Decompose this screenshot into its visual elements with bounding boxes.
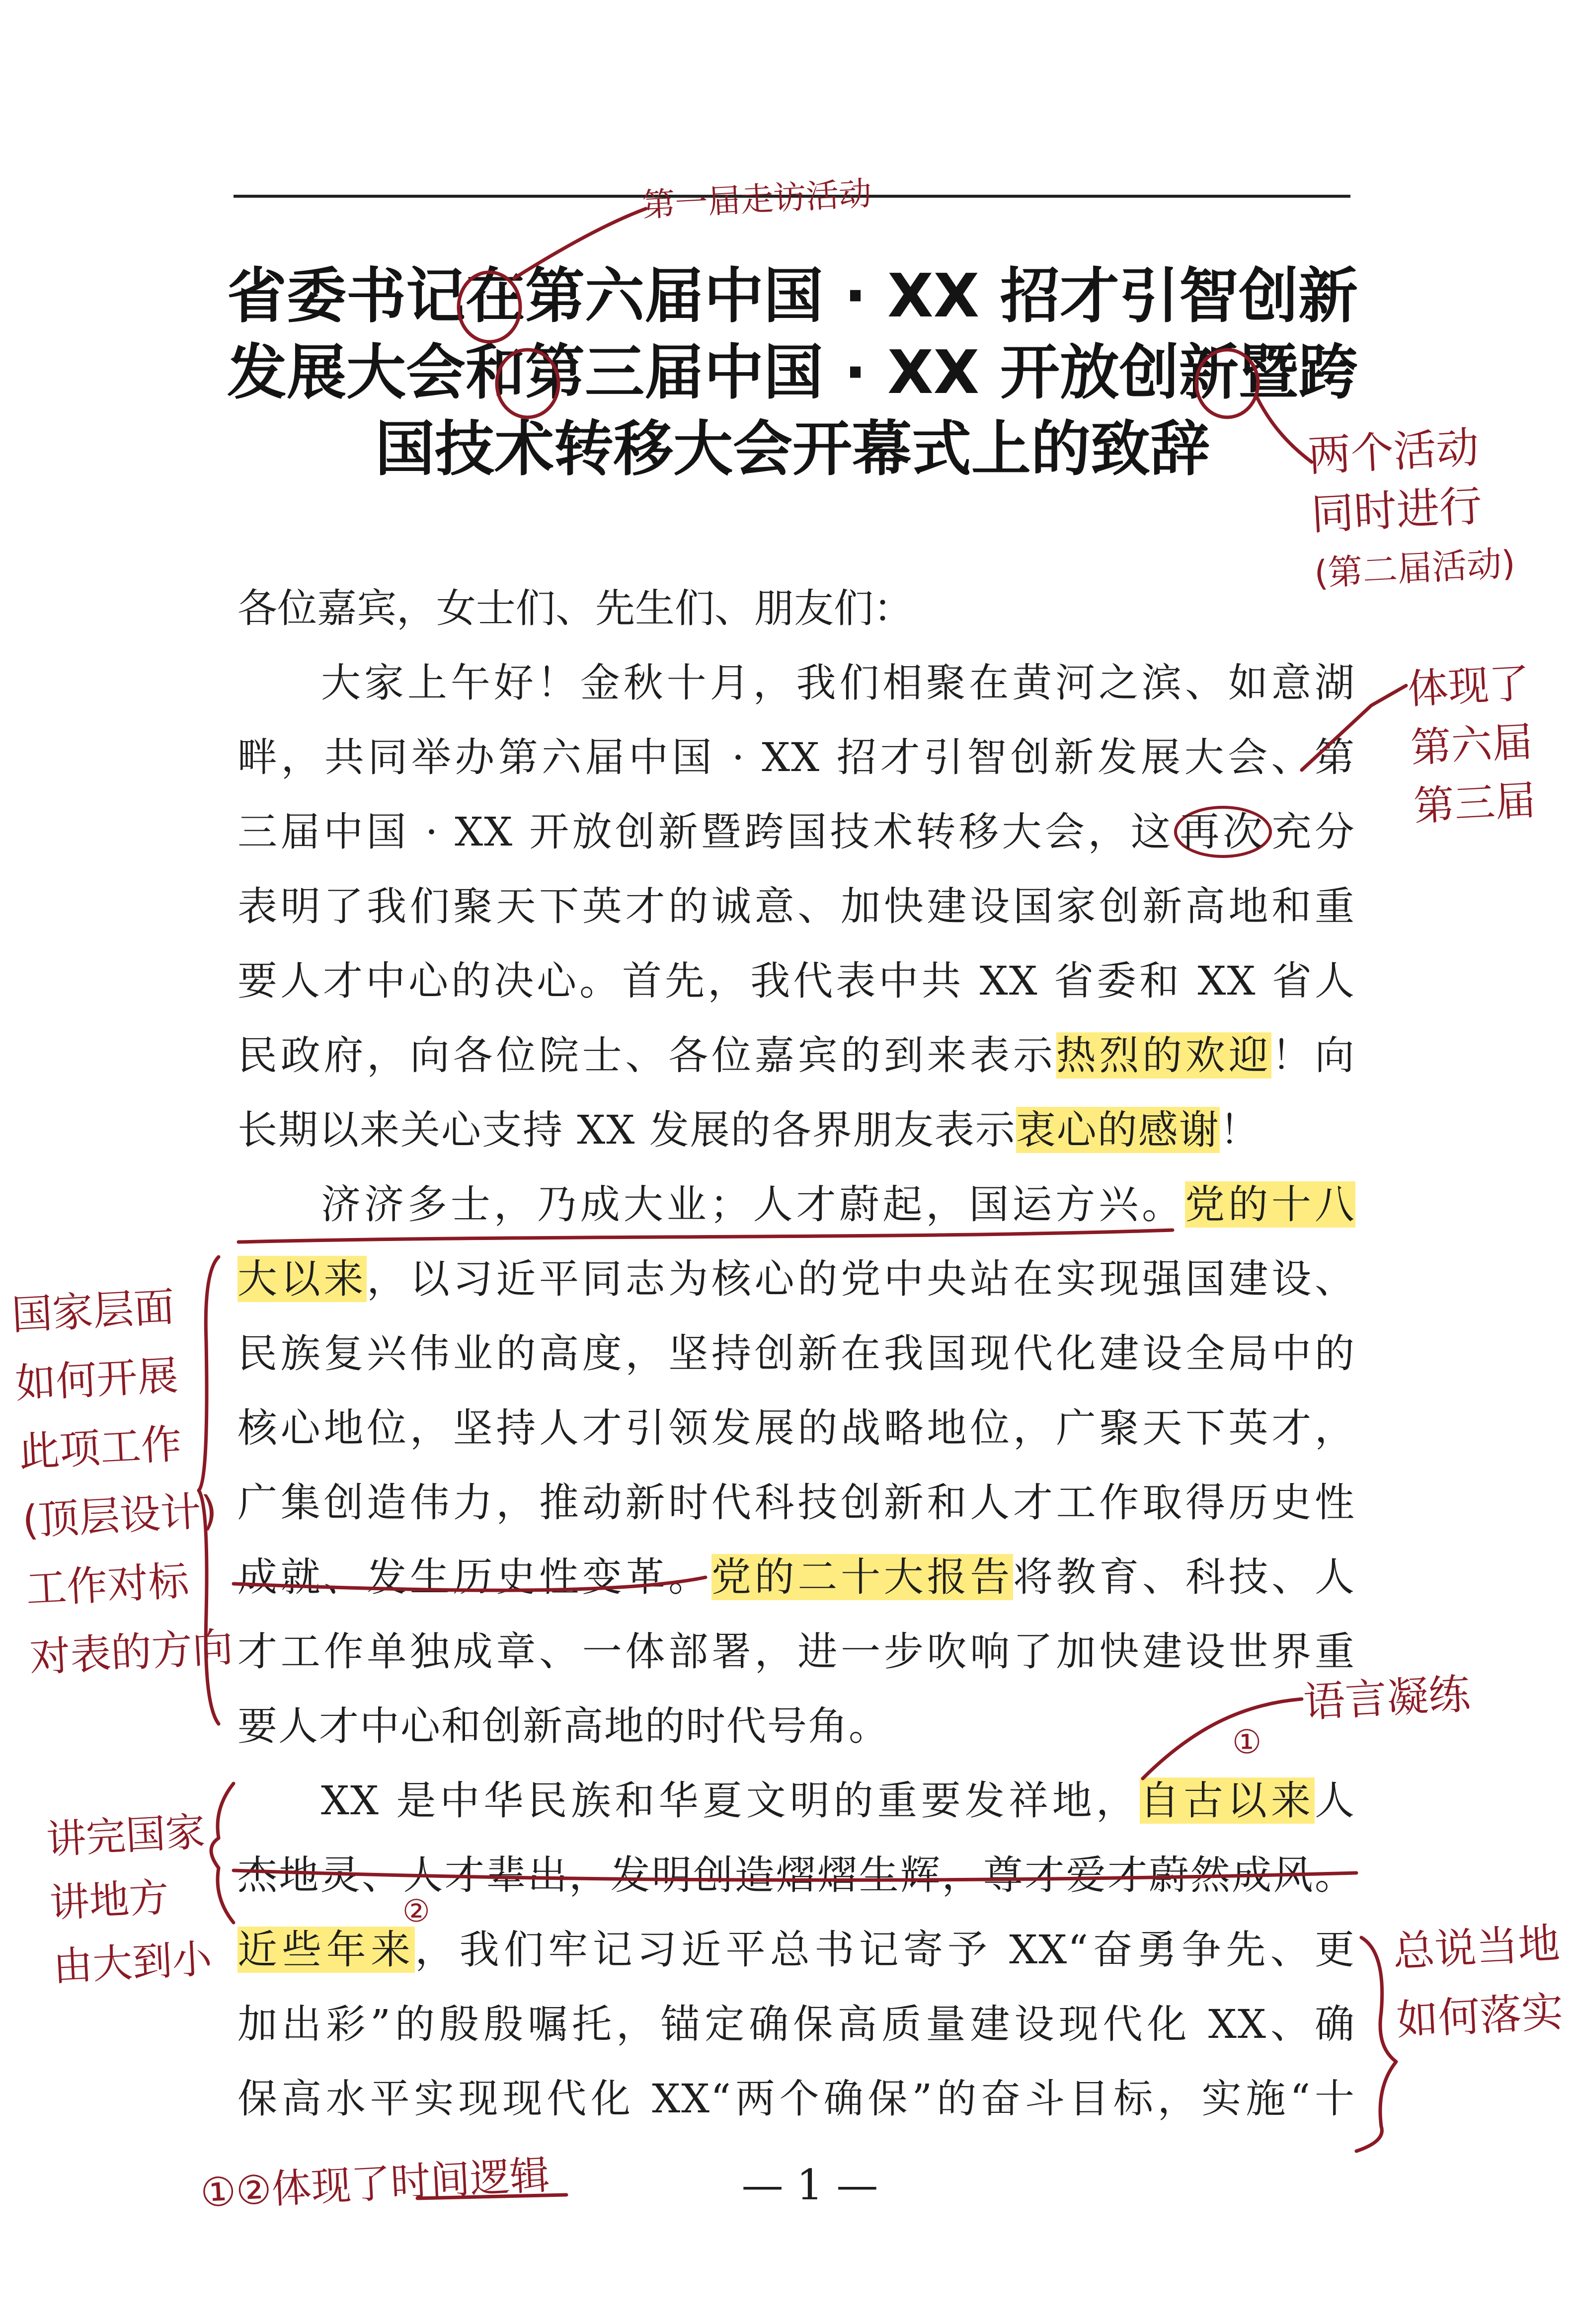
annotation-right-local-implementation: 总说当地 如何落实: [1392, 1919, 1565, 2045]
page-number: — 1 —: [741, 2161, 878, 2209]
text-line: 保高水平实现现代化 XX“两个确保”的奋斗目标，实施“十: [237, 2076, 1355, 2122]
text-line: 济济多士，乃成大业；人才蔚起，国运方兴。党的十八: [321, 1181, 1356, 1228]
highlighted-phrase: 大以来: [237, 1256, 367, 1302]
text-line: 大以来，以习近平同志为核心的党中央站在实现强国建设、: [237, 1256, 1356, 1302]
annotation-bottom-time-logic: ①②体现了时间逻辑: [199, 2152, 551, 2216]
title-line-3: 国技术转移大会开幕式上的致辞: [375, 415, 1210, 484]
highlighted-phrase: 近些年来: [237, 1927, 415, 1973]
annotation-right-sessions: 体现了 第六届 第三届: [1406, 660, 1537, 831]
text-line: 加出彩”的殷殷嘱托，锚定确保高质量建设现代化 XX、确: [237, 2001, 1355, 2047]
text-line: 民族复兴伟业的高度，坚持创新在我国现代化建设全局中的: [237, 1330, 1355, 1377]
right-brace-paragraph-3: [1356, 1937, 1396, 2151]
circled-marker-1: ①: [1232, 1723, 1262, 1761]
title-line-2: 发展大会和第三届中国 · XX 开放创新暨跨: [227, 338, 1358, 407]
text-line: 三届中国 · XX 开放创新暨跨国技术转移大会，这 再次 充分: [237, 795, 1355, 869]
text-line: 才工作单独成章、一体部署，进一步吹响了加快建设世界重: [237, 1628, 1355, 1675]
annotation-top: 第一届走访活动: [641, 174, 873, 225]
text-line: 杰地灵、人才辈出，发明创造熠熠生辉，尊才爱才蔚然成风。: [237, 1852, 1355, 1898]
circled-phrase: 再次: [1174, 806, 1272, 858]
highlighted-phrase: 热烈的欢迎: [1056, 1032, 1272, 1079]
text-line: 大家上午好！金秋十月，我们相聚在黄河之滨、如意湖: [321, 660, 1355, 706]
text-line: 核心地位，坚持人才引领发展的战略地位，广聚天下英才，: [237, 1405, 1355, 1451]
annotation-right-two-events: 两个活动 同时进行 (第二届活动): [1307, 422, 1516, 594]
text-line: 广集创造伟力，推动新时代科技创新和人才工作取得历史性: [237, 1479, 1355, 1526]
text-line: 成就、发生历史性变革。党的二十大报告将教育、科技、人: [237, 1554, 1356, 1600]
circled-marker-2: ②: [402, 1893, 430, 1929]
text-line: 要人才中心的决心。首先，我代表中共 XX 省委和 XX 省人: [237, 958, 1355, 1004]
title-line-1: 省委书记在第六届中国 · XX 招才引智创新: [227, 262, 1358, 331]
highlighted-phrase: 衷心的感谢: [1016, 1107, 1220, 1153]
speech-title: [219, 258, 1366, 488]
annotation-right-concise-language: 语言凝练: [1302, 1669, 1472, 1727]
highlighted-phrase: 自古以来: [1139, 1778, 1315, 1824]
text-line: 长期以来关心支持 XX 发展的各界朋友表示衷心的感谢！: [237, 1107, 1260, 1153]
text-line: 近些年来，我们牢记习近平总书记寄予 XX“奋勇争先、更: [237, 1927, 1356, 1973]
text-line: 表明了我们聚天下英才的诚意、加快建设国家创新高地和重: [237, 883, 1355, 930]
left-brace-paragraph-3: [211, 1783, 234, 1923]
highlighted-phrase: 党的二十大报告: [711, 1554, 1013, 1600]
annotation-left-national-level: 国家层面 如何开展 此项工作 (顶层设计) 工作对标 对表的方向: [10, 1283, 235, 1682]
text-line: 要人才中心和创新高地的时代号角。: [237, 1703, 889, 1749]
salutation: 各位嘉宾，女士们、先生们、朋友们：: [237, 585, 913, 631]
text-line: 畔，共同举办第六届中国 · XX 招才引智创新发展大会、第: [237, 734, 1355, 780]
highlighted-phrase: 党的十八: [1185, 1181, 1356, 1228]
text-line: XX 是中华民族和华夏文明的重要发祥地，自古以来人: [321, 1778, 1355, 1824]
text-line: 民政府，向各位院士、各位嘉宾的到来表示热烈的欢迎！向: [237, 1032, 1356, 1079]
annotation-left-national-to-local: 讲完国家 讲地方 由大到小: [45, 1808, 213, 1990]
